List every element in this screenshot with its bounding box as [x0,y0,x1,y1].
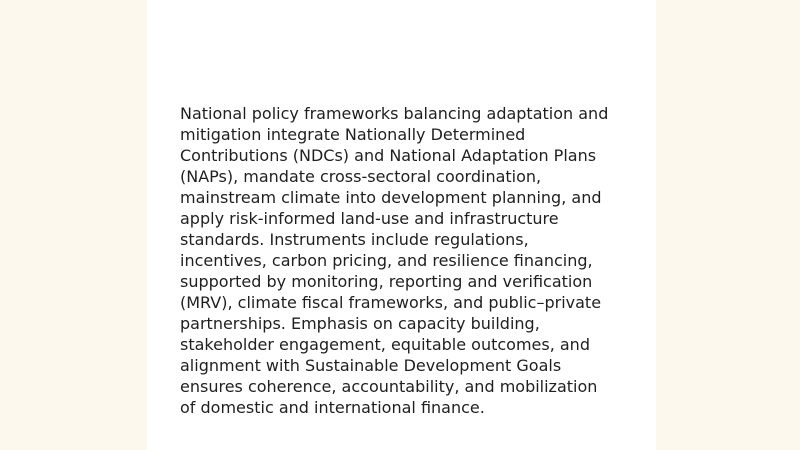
body-paragraph: National policy frameworks balancing adaptation and mitigation integrate Nationally Determined Contributions (NDCs) and National Adaptation Plans (NAPs), mandate cross-sectoral coordination, mainstream climate into development planning, and apply risk-informed land-use and infrastructure standards. Instruments include regulations, incentives, carbon pricing, and resilience financing, supported by monitoring, reporting and verification (MRV), climate fiscal frameworks, and public–private partnerships. Emphasis on capacity building, stakeholder engagement, equitable outcomes, and alignment with Sustainable Development Goals ensures coherence, accountability, and mobilization of domestic and international finance. [180,104,609,417]
document-page [147,0,656,450]
